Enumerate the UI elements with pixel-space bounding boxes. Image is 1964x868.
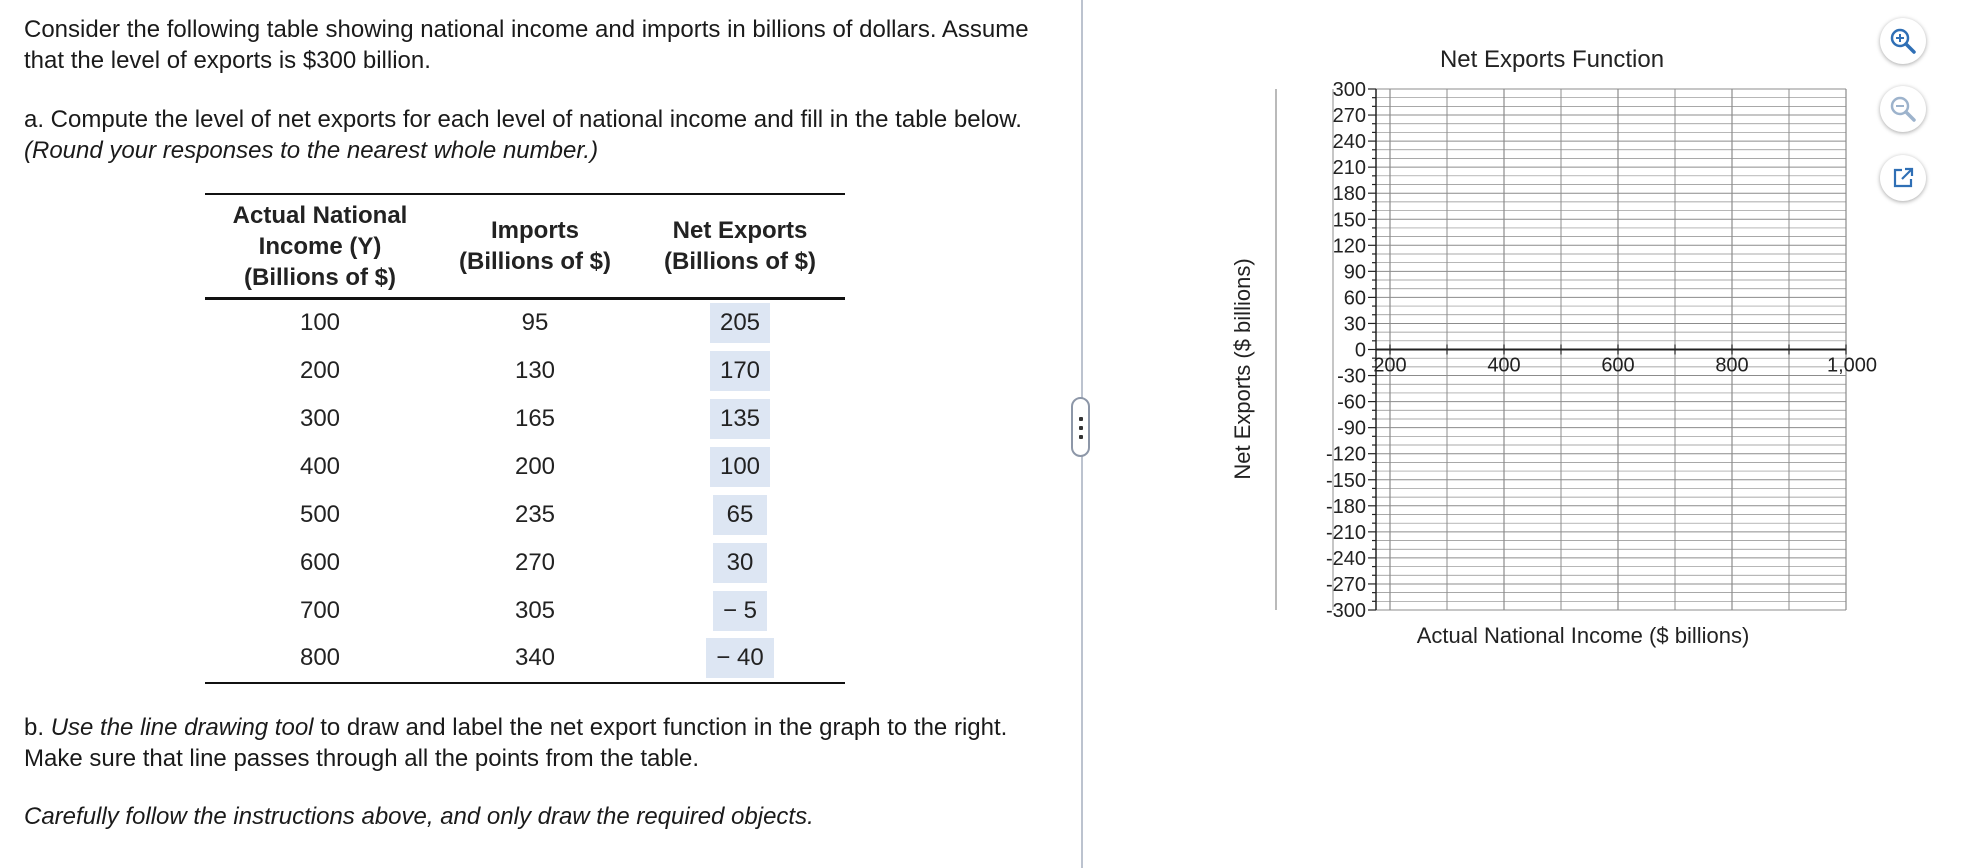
x-tick-label: 600	[1601, 354, 1635, 377]
income-cell: 700	[299, 596, 341, 624]
net-exports-answer[interactable]: 135	[710, 399, 770, 439]
imports-cell: 340	[514, 644, 556, 671]
y-tick-label: -270	[1325, 573, 1366, 596]
x-tick-label: 800	[1715, 354, 1749, 377]
header-net-exports: Net Exports (Billions of $)	[664, 217, 816, 275]
line-tool-reference: Use the line drawing tool	[50, 714, 314, 741]
income-cell: 500	[299, 500, 341, 528]
y-tick-label: 60	[1343, 287, 1366, 310]
x-tick-label: 200	[1373, 354, 1407, 377]
zoom-in-icon	[1889, 27, 1917, 55]
net-exports-answer[interactable]: 65	[713, 495, 767, 535]
table-row	[205, 635, 845, 683]
x-tick-label: 1,000	[1826, 354, 1878, 377]
x-tick-label: 400	[1487, 354, 1521, 377]
y-tick-label: 30	[1343, 313, 1366, 336]
y-tick-label: -60	[1337, 391, 1366, 414]
y-axis-label: Net Exports ($ billions)	[1230, 258, 1255, 480]
x-tick-labels	[1373, 355, 1877, 377]
question-intro: Consider the following table showing national income and imports in billions of dollars. Assume that the level of exports is $300 billion.	[24, 16, 1029, 74]
income-cell: 400	[299, 452, 341, 480]
part-c-instructions: Carefully follow the instructions above, and only draw the required objects.	[24, 803, 814, 830]
y-tick-label: 300	[1332, 79, 1366, 101]
table-row	[205, 299, 845, 347]
panel-resize-handle[interactable]	[1071, 397, 1090, 457]
net-exports-answer[interactable]: − 40	[706, 638, 773, 678]
y-tick-label: 0	[1354, 339, 1366, 362]
table-row	[205, 347, 845, 395]
net-exports-graph[interactable]	[1200, 20, 1880, 660]
income-cell: 300	[299, 404, 341, 432]
income-imports-table	[205, 193, 845, 684]
part-a-text: a. Compute the level of net exports for each level of national income and fill in the table below.	[24, 106, 1022, 133]
y-tick-label: -90	[1337, 417, 1366, 440]
table-row	[205, 587, 845, 635]
y-tick-label: -150	[1325, 469, 1366, 492]
header-imports: Imports (Billions of $)	[459, 217, 611, 275]
net-exports-answer[interactable]: 205	[710, 303, 770, 343]
imports-cell: 130	[514, 356, 556, 384]
zoom-out-icon	[1889, 95, 1917, 123]
income-cell: 600	[299, 548, 341, 576]
y-tick-label: 270	[1332, 105, 1366, 128]
part-a-rounding-note: (Round your responses to the nearest whole number.)	[24, 137, 599, 164]
imports-cell: 200	[514, 452, 556, 480]
part-b-instructions: b. Use the line drawing tool to draw and label the net export function in the graph to the right. Make sure that line passes through all the points from the table.	[24, 714, 1008, 772]
table-row	[205, 395, 845, 443]
table-row	[205, 491, 845, 539]
net-exports-answer[interactable]: 30	[713, 543, 767, 583]
zoom-in-button[interactable]	[1880, 18, 1926, 64]
imports-cell: 270	[514, 548, 556, 576]
header-income: Actual National Income (Y) (Billions of $)	[232, 201, 408, 291]
imports-cell: 95	[521, 309, 549, 337]
y-tick-label: -210	[1325, 521, 1366, 544]
y-tick-label: -30	[1337, 365, 1366, 388]
net-exports-answer[interactable]: 170	[710, 351, 770, 391]
part-a-instructions	[24, 104, 1044, 166]
x-axis-label: Actual National Income ($ billions)	[1416, 623, 1750, 648]
y-tick-label: 90	[1343, 261, 1366, 284]
y-tick-label: -240	[1325, 547, 1366, 570]
imports-cell: 305	[514, 596, 556, 624]
table-row	[205, 539, 845, 587]
y-tick-label: 210	[1332, 157, 1366, 180]
y-tick-label: -300	[1325, 600, 1366, 622]
imports-cell: 165	[514, 404, 556, 432]
y-tick-label: 240	[1332, 131, 1366, 154]
zoom-out-button[interactable]	[1880, 86, 1926, 132]
net-exports-answer[interactable]: − 5	[713, 591, 767, 631]
y-tick-labels	[1326, 79, 1366, 622]
y-tick-label: 180	[1332, 183, 1366, 206]
popout-button[interactable]	[1880, 155, 1926, 201]
y-tick-label: 150	[1332, 209, 1366, 232]
y-tick-label: 120	[1332, 235, 1366, 258]
y-tick-label: -120	[1325, 443, 1366, 466]
table-row	[205, 443, 845, 491]
net-exports-answer[interactable]: 100	[710, 447, 770, 487]
y-tick-label: -180	[1325, 495, 1366, 518]
income-cell: 100	[299, 309, 341, 337]
popout-icon	[1889, 164, 1917, 192]
graph-title: Net Exports Function	[1439, 46, 1665, 73]
income-cell: 800	[299, 644, 341, 671]
table-header-row	[205, 194, 845, 299]
imports-cell: 235	[514, 500, 556, 528]
income-cell: 200	[299, 356, 341, 384]
